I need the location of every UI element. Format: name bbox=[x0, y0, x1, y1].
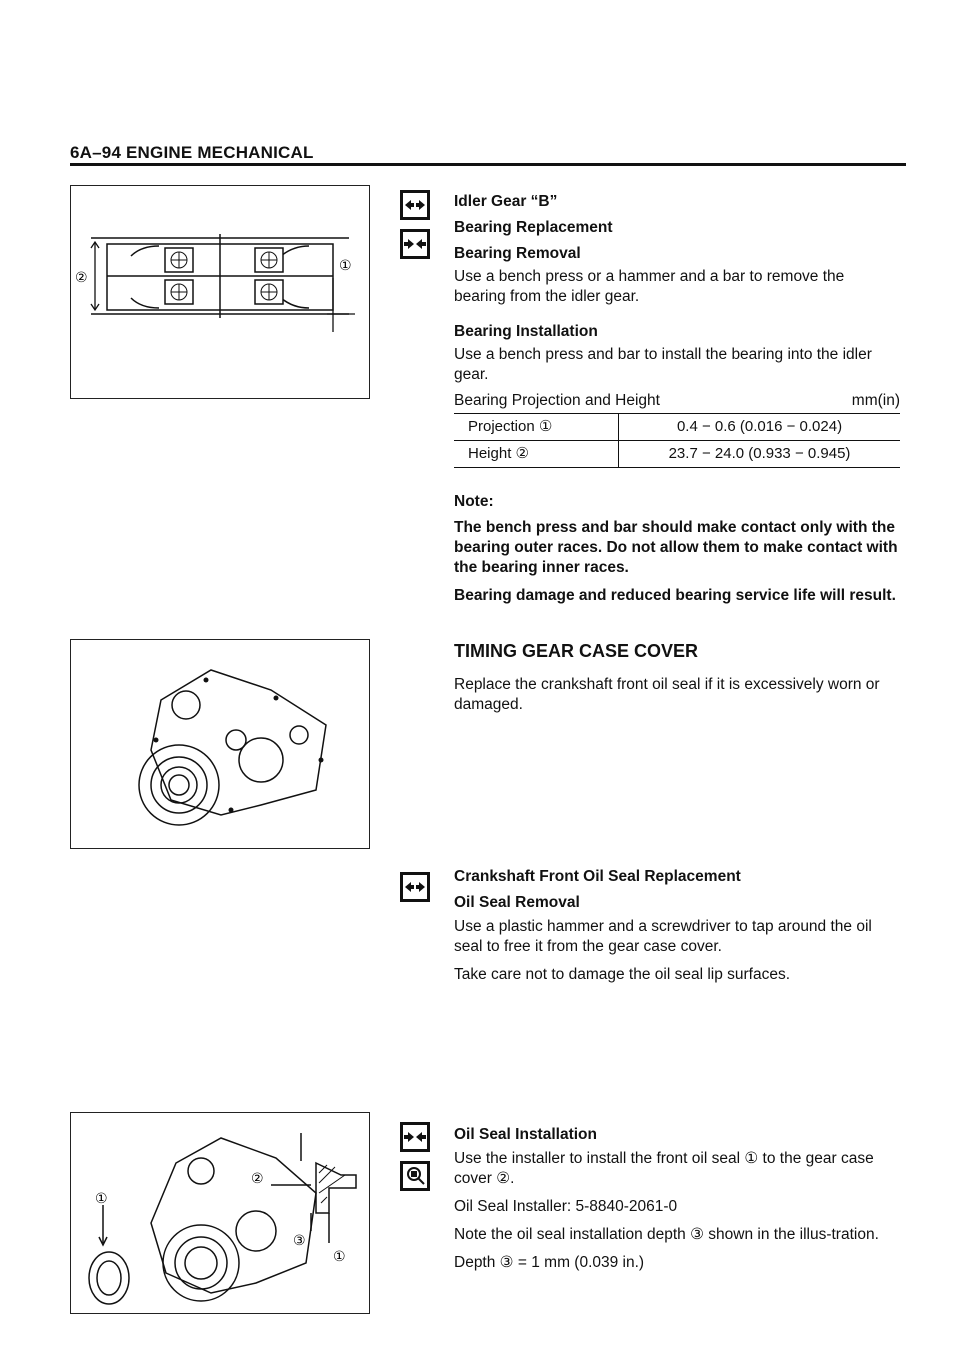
table-caption-row bbox=[454, 391, 900, 411]
removal-arrows-icon bbox=[400, 872, 430, 902]
table-caption: Bearing Projection and Height bbox=[454, 392, 660, 409]
callout-cover: ② bbox=[251, 1171, 264, 1187]
table-unit: mm(in) bbox=[851, 392, 900, 409]
idler-gear-section bbox=[454, 192, 900, 614]
section-title: Oil Seal Installation bbox=[454, 1126, 597, 1143]
installation-arrows-icon bbox=[400, 229, 430, 259]
installer-text: Oil Seal Installer: 5-8840-2061-0 bbox=[454, 1198, 678, 1215]
section-title: Idler Gear “B” bbox=[454, 193, 558, 210]
table-cell-label: Projection ① bbox=[454, 414, 619, 441]
page-header: 6A–94 ENGINE MECHANICAL bbox=[70, 143, 314, 162]
install-text: Use a bench press and bar to install the bearing into the idler gear. bbox=[454, 346, 872, 383]
table-row bbox=[454, 441, 900, 468]
note-result: Bearing damage and reduced bearing service life will result. bbox=[454, 587, 896, 604]
callout-seal-right: ① bbox=[333, 1249, 346, 1265]
callout-depth: ③ bbox=[293, 1233, 306, 1249]
timing-gear-section bbox=[454, 641, 900, 723]
installation-arrows-icon bbox=[400, 1122, 430, 1152]
oil-seal-install-figure bbox=[70, 1112, 370, 1314]
gear-case-cover-figure bbox=[70, 639, 370, 849]
install-heading: Bearing Installation bbox=[454, 323, 598, 340]
removal-heading: Oil Seal Removal bbox=[454, 894, 580, 911]
removal-arrows-icon bbox=[400, 190, 430, 220]
caution-text: Take care not to damage the oil seal lip surfaces. bbox=[454, 966, 791, 983]
section-heading: TIMING GEAR CASE COVER bbox=[454, 641, 699, 661]
special-tool-icon bbox=[400, 1161, 430, 1191]
table-cell-label: Height ② bbox=[454, 441, 619, 468]
bearing-section-figure bbox=[70, 185, 370, 399]
oil-seal-install-section bbox=[454, 1125, 900, 1281]
install-text: Use the installer to install the front oil seal ① to the gear case cover ②. bbox=[454, 1150, 874, 1187]
callout-seal: ① bbox=[95, 1191, 108, 1207]
removal-text: Use a plastic hammer and a screwdriver to tap around the oil seal to free it from the gear case cover. bbox=[454, 918, 872, 955]
spec-table bbox=[454, 413, 900, 468]
removal-heading: Bearing Removal bbox=[454, 245, 581, 262]
note-label: Note: bbox=[454, 493, 494, 510]
table-cell-value: 23.7 − 24.0 (0.933 − 0.945) bbox=[619, 441, 901, 468]
header-rule bbox=[70, 163, 906, 166]
section-subtitle: Bearing Replacement bbox=[454, 219, 613, 236]
oil-seal-removal-section bbox=[454, 867, 900, 993]
depth-value: Depth ③ = 1 mm (0.039 in.) bbox=[454, 1254, 645, 1271]
removal-text: Use a bench press or a hammer and a bar to remove the bearing from the idler gear. bbox=[454, 268, 845, 305]
section-title: Crankshaft Front Oil Seal Replacement bbox=[454, 868, 741, 885]
table-cell-value: 0.4 − 0.6 (0.016 − 0.024) bbox=[619, 414, 901, 441]
depth-note: Note the oil seal installation depth ③ shown in the illus-tration. bbox=[454, 1226, 879, 1243]
note-text: The bench press and bar should make contact only with the bearing outer races. Do not allow them to make contact with the bearing inner races. bbox=[454, 519, 898, 576]
section-text: Replace the crankshaft front oil seal if it is excessively worn or damaged. bbox=[454, 676, 880, 713]
callout-1: ① bbox=[339, 258, 352, 274]
table-row bbox=[454, 414, 900, 441]
callout-2: ② bbox=[75, 270, 88, 286]
